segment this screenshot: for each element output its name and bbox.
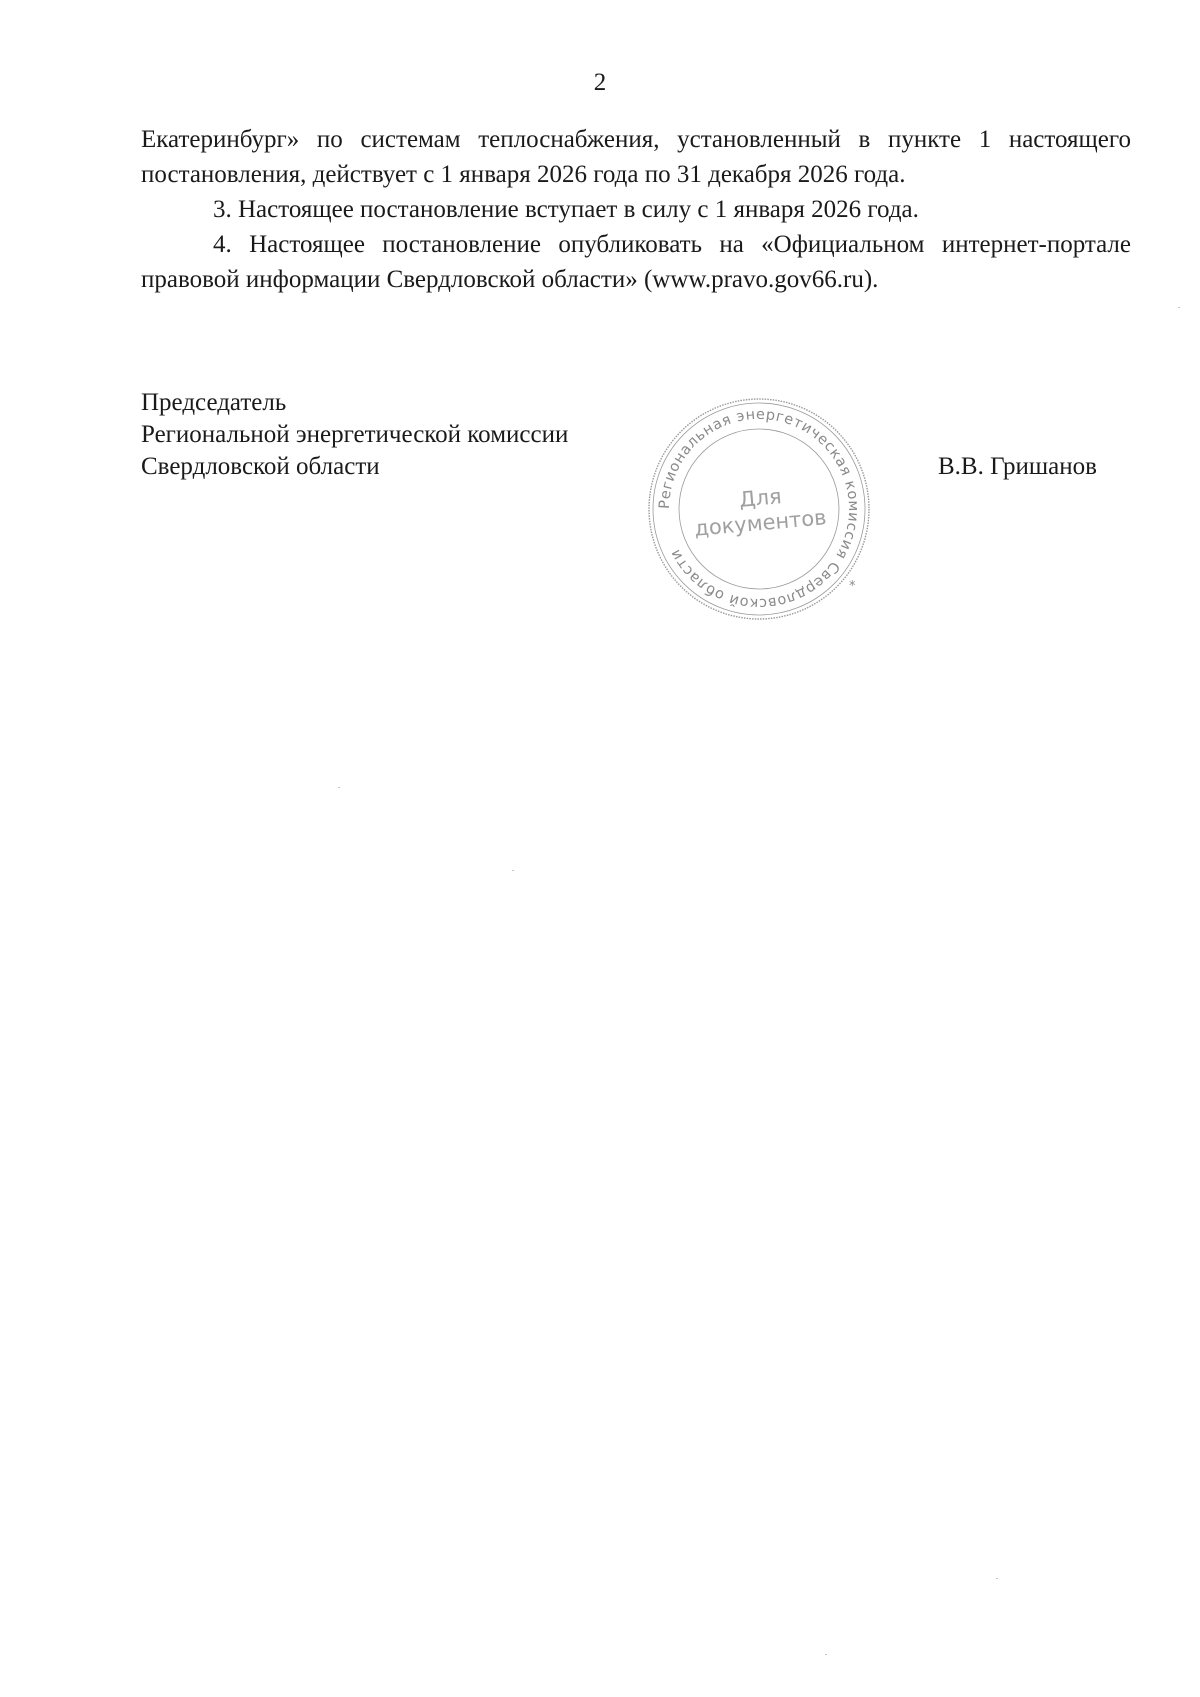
paragraph-4: 4. Настоящее постановление опубликовать на «Официальном интернет-портале правовой информации Свердловской области» (www.pravo.gov66.ru). bbox=[141, 231, 1131, 293]
stamp-ring-text: Региональная энергетическая комиссия Свердловской области bbox=[656, 406, 862, 612]
signer-title-line-1: Председатель bbox=[141, 389, 287, 416]
signer-title-line-2: Региональной энергетической комиссии bbox=[141, 421, 569, 448]
stamp-seal-icon bbox=[643, 393, 875, 625]
scan-speck bbox=[338, 787, 340, 788]
signature-block bbox=[141, 387, 568, 483]
signer-title-line-3: Свердловской области bbox=[141, 453, 380, 480]
paragraph-continuation: Екатеринбург» по системам теплоснабжения, установленный в пункте 1 настоящего постановления, действует с 1 января 2026 года по 31 декабря 2026 года. bbox=[141, 126, 1131, 188]
scan-speck bbox=[825, 1654, 827, 1655]
scan-speck bbox=[996, 1578, 998, 1579]
scan-speck bbox=[1178, 307, 1180, 308]
paragraph-3: 3. Настоящее постановление вступает в силу с 1 января 2026 года. bbox=[213, 196, 919, 223]
stamp-star: * bbox=[849, 579, 856, 594]
stamp-center-line-1: Для bbox=[738, 484, 783, 512]
official-stamp bbox=[643, 393, 875, 625]
signer-name: В.В. Гришанов bbox=[938, 453, 1097, 480]
scan-speck bbox=[512, 870, 514, 871]
document-body bbox=[141, 122, 1131, 297]
page-number: 2 bbox=[593, 69, 607, 96]
stamp-center-line-2: документов bbox=[693, 505, 828, 541]
